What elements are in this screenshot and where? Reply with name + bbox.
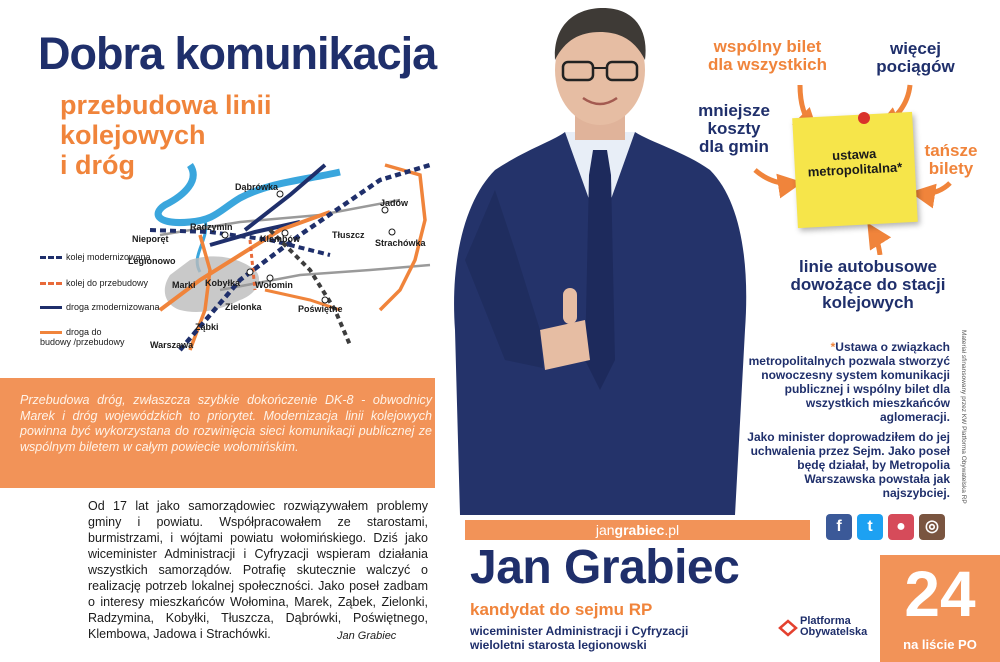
- po-logo-line-2: Obywatelska: [800, 626, 868, 638]
- town-label-jadow: Jadów: [380, 198, 409, 208]
- legend-label: droga zmodernizowana: [66, 302, 160, 312]
- periscope-icon[interactable]: ●: [888, 514, 914, 540]
- town-label-klembow: Klembów: [260, 234, 301, 244]
- po-logo-icon: [778, 618, 798, 638]
- benefit-wiecej-pociagow: więcej pociągów: [876, 39, 955, 76]
- subtitle-line-3: i dróg: [60, 150, 135, 180]
- url-suffix: .pl: [664, 522, 680, 538]
- legend-road-modernized: [40, 302, 160, 312]
- orange-info-text: Przebudowa dróg, zwłaszcza szybkie dokończenie DK-8 - obwodnicy Marek i dróg wojewódzkich to priorytet. Modernizacja linii kolejowych powinna być wykorzystana do rozwinięcia sieci komunikacji publicznej ze wspólnym biletem w całym powiecie wołomińskim.: [20, 393, 432, 454]
- po-logo-text: [800, 616, 867, 638]
- arrow-koszty: [755, 170, 798, 184]
- legend-swatch-dashed-navy: [40, 256, 62, 259]
- town-label-strachowka: Strachówka: [375, 238, 426, 248]
- town-label-wolomin: Wołomin: [255, 280, 293, 290]
- subtitle-line-2: kolejowych: [60, 120, 206, 150]
- pin-icon: [858, 112, 870, 124]
- footnote: [745, 340, 950, 500]
- town-label-nieporet: Nieporęt: [132, 234, 169, 244]
- legend-swatch-dashed-orange: [40, 282, 62, 285]
- legend-swatch-navy: [40, 306, 62, 309]
- list-number-box: [880, 555, 1000, 662]
- legend-label: kolej modernizowana: [66, 252, 151, 262]
- footnote-p1-text: Ustawa o związkach metropolitalnych pozwala stworzyć nowoczesny system komunikacji publicznej i wspólny bilet dla wszystkich mieszkańców aglomeracji.: [748, 340, 950, 424]
- sticky-note-text: ustawa metropolitalna*: [807, 145, 903, 180]
- town-dot-strachowka: [389, 229, 395, 235]
- website-link[interactable]: [465, 522, 810, 538]
- page-title: Dobra komunikacja: [38, 28, 437, 79]
- town-label-legionowo: Legionowo: [128, 256, 176, 266]
- list-number: 24: [904, 558, 976, 630]
- legend-swatch-orange: [40, 331, 62, 334]
- url-prefix: jan: [595, 522, 615, 538]
- benefit-linie-autobusowe: linie autobusowe dowożące do stacji kolejowych: [790, 257, 946, 312]
- benefit-tansze-bilety: tańsze bilety: [924, 141, 978, 178]
- legend-rail-modernized: [40, 252, 151, 262]
- footnote-p1: [745, 340, 950, 424]
- town-label-marki: Marki: [172, 280, 196, 290]
- town-label-zabki: Ząbki: [195, 322, 219, 332]
- sticky-note: [792, 112, 918, 228]
- town-label-radzymin: Radzymin: [190, 222, 233, 232]
- subtitle-line-1: przebudowa linii: [60, 90, 272, 120]
- benefit-mniejsze-koszty: mniejsze koszty dla gmin: [698, 101, 770, 156]
- candidate-name: Jan Grabiec: [470, 541, 740, 594]
- po-logo-line-1: Platforma: [800, 615, 851, 627]
- legend-rail-rebuild: [40, 278, 148, 288]
- legend-road-build: [40, 327, 130, 347]
- town-label-dabrowka: Dąbrówka: [235, 182, 279, 192]
- benefit-wspolny-bilet: wspólny bilet dla wszystkich: [707, 37, 828, 74]
- role-line-1: wiceminister Administracji i Cyfryzacji: [470, 624, 689, 638]
- legend-label: kolej do przebudowy: [66, 278, 149, 288]
- url-bar: [465, 520, 810, 540]
- signature: Jan Grabiec: [337, 630, 397, 642]
- town-label-warszawa: Warszawa: [150, 340, 194, 350]
- town-dot-poswietne: [322, 297, 328, 303]
- town-label-tluszcz: Tłuszcz: [332, 230, 365, 240]
- town-label-zielonka: Zielonka: [225, 302, 262, 312]
- bio-text: Od 17 lat jako samorządowiec rozwiązywałem problemy gminy i powiatu. Współpracowałem ze starostami, burmistrzami, i wójtami powiatu wołomińskiego. Dziś jako wiceminister Administracji i Cyfryzacji wspieram działania wszystkich samorządów. Potrafię skutecznie walczyć o realizację potrzeb lokalnej społeczności. Jako poseł zadbam o interesy mieszkańców Wołomina, Marek, Ząbek, Zielonki, Radzymina, Kobyłki, Tłuszcza, Dąbrówki, Poświętnego, Klembowa, Jadowa i Strachówki.: [88, 499, 428, 641]
- thumb: [563, 288, 577, 324]
- twitter-icon[interactable]: t: [857, 514, 883, 540]
- facebook-icon[interactable]: f: [826, 514, 852, 540]
- arrow-bilety: [915, 183, 950, 194]
- road-modernized-1: [245, 165, 325, 230]
- town-label-kobylka: Kobyłka: [205, 278, 241, 288]
- arrow-autobusy: [870, 227, 880, 255]
- candidate-label: kandydat do sejmu RP: [470, 600, 653, 619]
- town-label-poswietne: Poświętne: [298, 304, 343, 314]
- role-line-2: wieloletni starosta legionowski: [470, 638, 647, 652]
- list-number-label: na liście PO: [903, 637, 977, 652]
- instagram-icon[interactable]: ◎: [919, 514, 945, 540]
- town-dot-radzymin: [222, 232, 228, 238]
- funding-note: Materiał sfinansowany przez KW Platforma Obywatelska RP: [960, 330, 967, 504]
- po-logo: [778, 612, 873, 642]
- town-dot-kobylka: [247, 269, 253, 275]
- footnote-p2: Jako minister doprowadziłem do jej uchwalenia przez Sejm. Jako poseł będę działał, by Metropolia Warszawska powstała jak najszybciej.: [747, 430, 950, 500]
- url-bold: grabiec: [614, 522, 665, 538]
- tie: [585, 150, 615, 390]
- legend-label: droga do budowy /przebudowy: [40, 327, 125, 347]
- footnote-star: *: [830, 340, 836, 354]
